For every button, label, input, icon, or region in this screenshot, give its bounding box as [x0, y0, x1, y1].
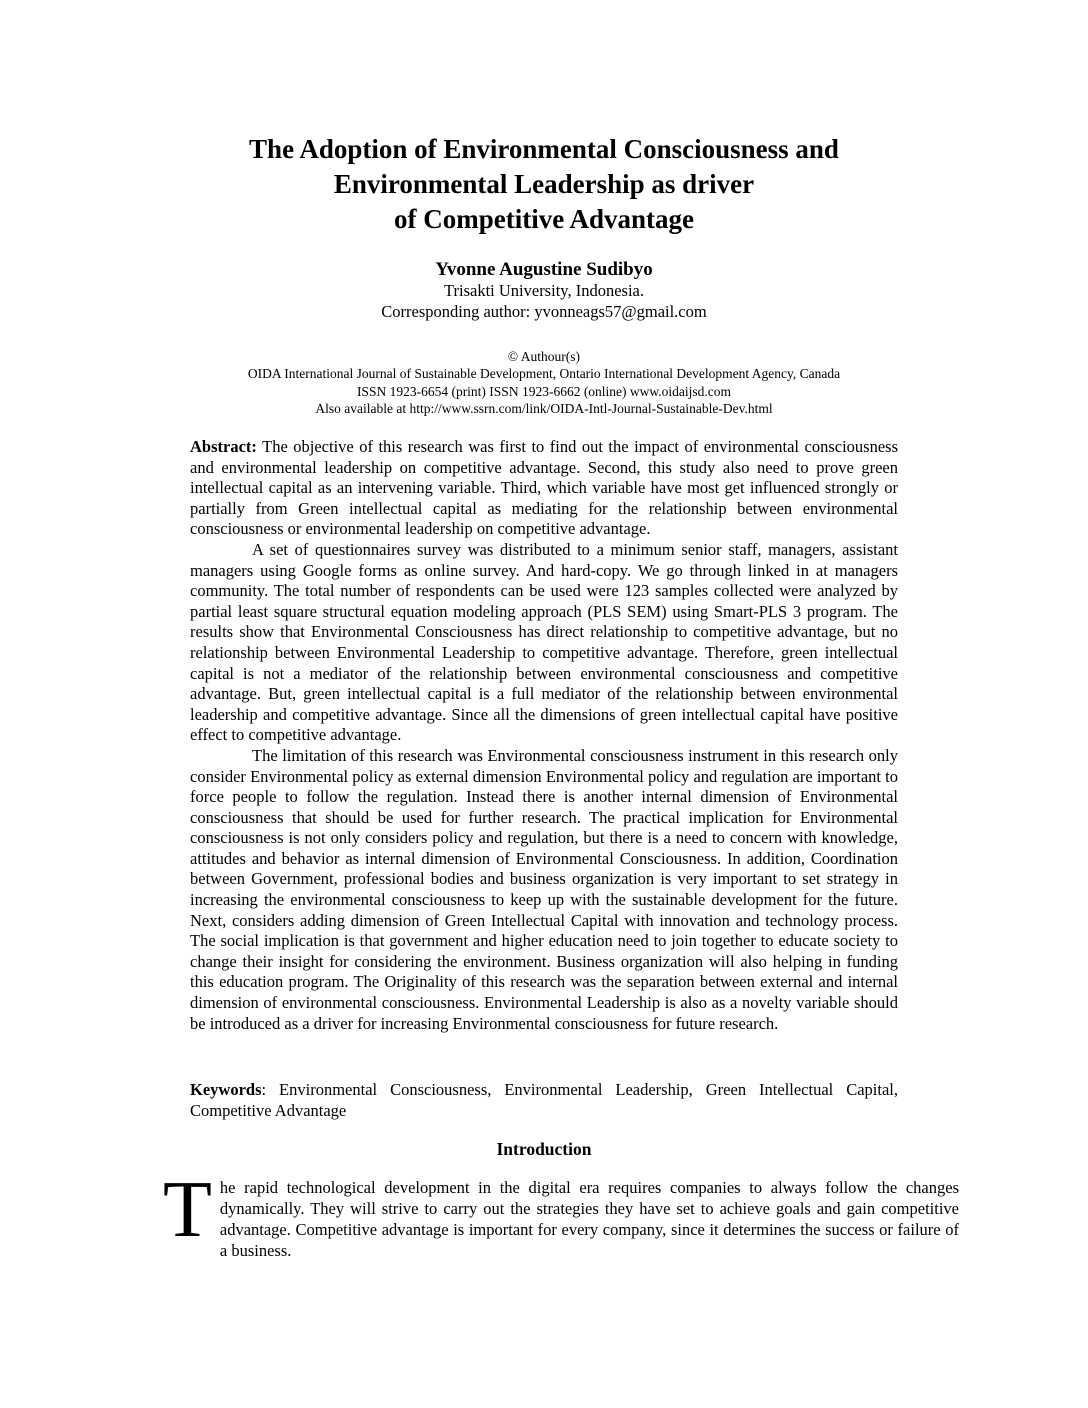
keywords-label: Keywords [190, 1080, 262, 1099]
corresponding-author-email: Corresponding author: yvonneags57@gmail.com [381, 301, 707, 321]
copyright-line: © Authour(s) [507, 349, 581, 364]
availability-url-line: Also available at http://www.ssrn.com/link/OIDA-Intl-Journal-Sustainable-Dev.html [315, 400, 773, 416]
introduction-paragraph [128, 1166, 959, 1261]
dropcap-letter: T [163, 1166, 212, 1254]
journal-name-line: OIDA International Journal of Sustainable Development, Ontario International Development Agency, Canada [247, 366, 841, 382]
abstract-label: Abstract: [190, 437, 257, 456]
introduction-text: he rapid technological development in the digital era requires companies to always follow the changes dynamically. They will strive to carry out the strategies they have set to achieve goals and gain competitive advantage. Competitive advantage is important for every company, since it determines the success or failure of a business. [219, 1178, 959, 1260]
author-affiliation: Trisakti University, Indonesia. [444, 281, 644, 300]
abstract-paragraph-1-text: The objective of this research was first to find out the impact of environmental consciousness and environmental leadership on competitive advantage. Second, this study also need to prove green intellectual capital as an intervening variable. Third, which variable have most get influenced strongly or partially from Green intellectual capital as mediating for the relationship between environmental consciousness or environmental leadership on competitive advantage. [190, 437, 899, 539]
issn-line: ISSN 1923-6654 (print) ISSN 1923-6662 (online) www.oidaijsd.com [356, 383, 732, 399]
section-heading-introduction: Introduction [496, 1139, 592, 1159]
paper-title-line-2: Environmental Leadership as driver [333, 169, 755, 199]
abstract-section [190, 437, 898, 1034]
author-name: Yvonne Augustine Sudibyo [435, 259, 653, 280]
author-block [0, 259, 1088, 322]
paper-title-line-3: of Competitive Advantage [394, 204, 694, 234]
keywords-section [190, 1080, 898, 1121]
journal-imprint [0, 348, 1088, 417]
paper-title [0, 132, 1088, 237]
abstract-paragraph-2: A set of questionnaires survey was distributed to a minimum senior staff, managers, assistant managers using Google forms as online survey. And hard-copy. We go through linked in at managers community. The total number of respondents can be used were 123 samples collected were analyzed by partial least square structural equation modeling approach (PLS SEM) using Smart-PLS 3 program. The results show that Environmental Consciousness has direct relationship to competitive advantage, but no relationship between Environmental Leadership to competitive advantage. Therefore, green intellectual capital is not a mediator of the relationship between environmental consciousness and competitive advantage. But, green intellectual capital is a full mediator of the relationship between environmental leadership and competitive advantage. Since all the dimensions of green intellectual capital have positive effect to competitive advantage. [190, 539, 898, 745]
abstract-paragraph-1 [190, 437, 898, 540]
paper-title-line-1: The Adoption of Environmental Consciousness and [249, 134, 839, 164]
abstract-paragraph-3: The limitation of this research was Environmental consciousness instrument in this research only consider Environmental policy as external dimension Environmental policy and regulation are important to force people to follow the regulation. Instead there is another internal dimension of Environmental consciousness that should be used for further research. The practical implication for Environmental consciousness is not only considers policy and regulation, but there is a need to concern with knowledge, attitudes and behavior as internal dimension of Environmental Consciousness. In addition, Coordination between Government, professional bodies and business organization is very important to set strategy in increasing the environmental consciousness to keep up with the sustainable development for the future. Next, considers adding dimension of Green Intellectual Capital with innovation and technology process. The social implication is that government and higher education need to join together to educate society to change their insight for considering the environment. Business organization will also helping in funding this education program. The Originality of this research was the separation between external and internal dimension of environmental consciousness. Environmental Leadership is also as a novelty variable should be introduced as a driver for increasing Environmental consciousness for future research. [190, 745, 898, 1033]
keywords-list: : Environmental Consciousness, Environmental Leadership, Green Intellectual Capital, Competitive Advantage [190, 1080, 898, 1120]
